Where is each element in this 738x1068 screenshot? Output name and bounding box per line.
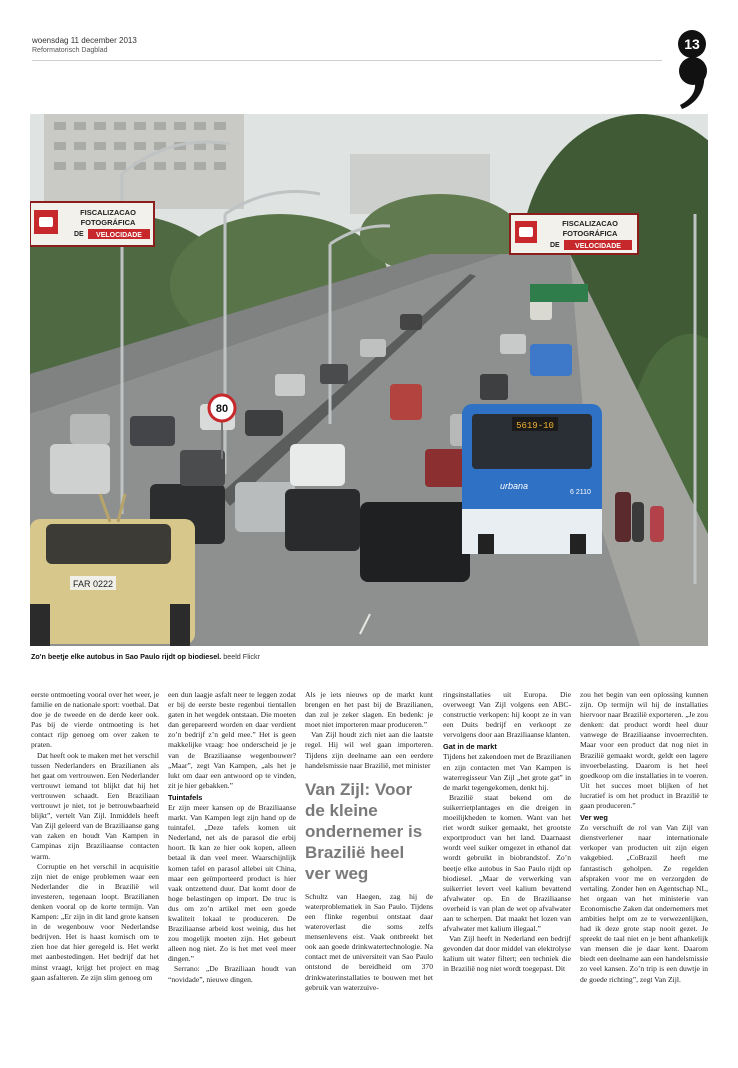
paragraph: eerste ontmoeting vooral over het weer, je familie en de nationale sport: voetbal. Dat doe je de tweede en de derde keer ook. Pas bij de vierde ontmoeting is het contact rijp genoeg om over zaken te praten. [31,690,159,750]
paragraph: Van Zijl heeft in Nederland een bedrijf gevonden dat door middel van elektrolyse kalium uit water filtert; een techniek die in Brazilië nog niet wordt toegepast. Dit [443,934,571,974]
subheading: Tuintafels [168,792,203,802]
speed-camera-sign-right [510,214,638,254]
paragraph: Schultz van Haegen, zag hij de waterproblematiek in Sao Paulo. Tijdens een flinke regenbui ontstaat daar wateroverlast die soms zelfs mensenlevens eist. Vaak ontbreekt het ook aan goede drinkwatertechnologie. Na contact met de universiteit van Sao Paulo ontstond de bereidheid om 370 drinkwaterinstallaties te bouwen met het gebruik van waterzuive- [305,891,433,992]
article-column-1 [31,690,159,983]
article-column-4 [443,690,571,975]
subheading: Gat in de markt [443,742,497,752]
paragraph: Corruptie en het verschil in acquisitie zijn niet de enige problemen waar een Nederlander die in Brazilië wil investeren, tegenaan loopt. Brazilianen denken vooral op de korte termijn. Van Kampen: „Er zijn in dit land grote kansen in de wegenbouw voor Nederlandse bedrijven. Het is haast komisch om te zien hoe dat hier geregeld is. Het werkt met aanbestedingen. Het bedrijf dat het minst vraagt, krijgt het project en mag gaan asfalteren. Ze zijn slim genoeg om [31,861,159,982]
caption-text: Zo'n beetje elke autobus in Sao Paulo rijdt op biodiesel. [31,652,222,661]
article-column-3 [305,690,433,993]
paragraph: een dun laagje asfalt neer te leggen zodat er bij de eerste beste regenbui tientallen gaten in het wegdek ontstaan. Die moeten dan gerepareerd worden en daar verdient zo’n bedrijf z’n geld mee.” Het is geen makkelijke vraag: hoe onderscheid je je van de Braziliaanse wegenbouwer? „Maar”, zegt Van Kampen, „als het je lukt om daar een antwoord op te vinden, zit je hier gebakken.” [168,690,296,790]
photo-caption [31,652,691,661]
article-column-5 [580,690,708,985]
traffic-photo [30,114,708,646]
paragraph: Tijdens het zakendoen met de Brazilianen en zijn contacten met Van Kampen is waterregisseur Van Zijl „het grote gat” in de markt tegengekomen, denkt hij. [443,752,571,792]
paragraph: Dat heeft ook te maken met het verschil tussen Nederlanders en Brazilianen als het gaat om vertrouwen. Een Nederlander vertrouwt iemand tot blijkt dat hij het vertrouwen schaadt. Een Braziliaan vertrouwt je niet, tot je betrouwbaarheid blijkt”, vertelt Van Zijl. Inmiddels heeft Van Zijl geleerd van de Braziliaanse gang van zaken en houdt Van Kampen in Campinas zijn Braziliaanse contacten warm. [31,750,159,861]
speed-limit-value: 80 [215,403,229,415]
paragraph: ringsinstallaties uit Europa. Die overweegt Van Zijl volgens een ABC-constructie verkopen: hij koopt ze in van een Duits bedrijf en verkoopt ze vervolgens door aan Braziliaanse klanten. [443,690,571,740]
sign-right-line3: DE [550,242,560,249]
newspaper-name: Reformatorisch Dagblad [32,47,108,54]
paragraph: Als je iets nieuws op de markt kunt brengen en het past bij de Brazilianen, dan zul je zeker slagen. En bedenk: je moet niet importeren maar produceren.” [305,690,433,730]
sign-right-line4: VELOCIDADE [575,243,621,250]
paragraph: Brazilië staat bekend om de suikerrietplantages en die dreigen in moeilijkheden te komen. Want van het riet wordt suiker gemaakt, het grootste exportproduct van het land. Daarnaast wordt veel suiker omgezet in ethanol dat wordt gebruikt in biobrandstof. Zo’n beetje elke autobus in Sao Paulo rijdt op biodiesel. „Maar de verwerking van suikerriet levert veel kalium bevattend afvalwater op. En de Braziliaanse overheid is van plan de wet op afvalwater aan te scherpen. Dat maakt het lozen van afvalwater met kalium illegaal.” [443,792,571,934]
subheading: Ver weg [580,813,608,823]
bus-route-display: 5619-10 [516,421,554,431]
sign-right-line1: FISCALIZACAO [562,219,618,228]
issue-date: woensdag 11 december 2013 [32,36,137,45]
sign-left-line3: DE [74,231,84,238]
header-divider [32,60,662,61]
comma-logo-icon [676,56,710,110]
photo-credit: beeld Flickr [223,652,260,661]
paragraph: Zo verschuift de rol van Van Zijl van dienstverlener naar internationale verkoper van producten uit zijn eigen vakgebied. „CoBrazil heeft me fantastisch geholpen. Ze regelden afspraken voor me en verzorgden de vertaling. Zonder hen en Agentschap NL, het orgaan van het ministerie van Economische Zaken dat ondernemers met ambities helpt om ze te verwezenlijken, had ik deze grote stap nooit gezet. Je spreekt de taal niet en je bent afhankelijk van mensen die je daar kent. Daarom biedt een deelname aan een handelsmissie zo veel kansen. Zo’n trip is een duwtje in de goede richting”, zegt Van Zijl. [580,823,708,984]
photo-illustration [30,114,708,646]
paragraph: Van Zijl houdt zich niet aan die laatste regel. Hij wil wel gaan importeren. Tijdens zijn deelname aan een eerdere handelsmissie naar Brazilië, met minister [305,730,433,770]
speed-camera-sign-left [30,202,154,246]
paragraph: zou het begin van een oplossing kunnen zijn. Op termijn wil hij de installaties hiervoor naar Brazilië exporteren. „Je zou denken: dat product wordt heel duur vanwege de Braziliaanse invoerrechten. Maar voor een product dat nog niet in Brazilië gemaakt wordt, geldt een lagere invoerbelasting. Daarom is het heel goedkoop om die installaties in te voeren. Uit het succes moet blijken of het lucratief is om het product in Brazilië te gaan produceren.” [580,690,708,811]
page-header [32,36,672,55]
direction-sign [530,284,588,302]
bus-number: 6 2110 [570,489,591,496]
page-number: 13 [678,30,706,58]
blue-bus [462,404,602,554]
paragraph: Er zijn meer kansen op de Braziliaanse markt. Van Kampen legt zijn hand op de tuintafel. „Deze tafels komen uit Nederland, net als de parasol die erbij hoort. Ik kan ze hier ook kopen, alleen betaal ik dan veel meer. Waarschijnlijk komen tafel en parasol allebei uit China, maar een geïmporteerd product is hier vaak ontzettend duur. Dat komt door de hoge belastingen op import. De truc is dus om zo’n artikel met een goede kwaliteit lokaal te produceren. De Braziliaanse arbeid kost weinig, dus het zou mogelijk moeten zijn. Het gebeurt alleen nog niet. Zo is het met veel meer dingen.” [168,802,296,964]
sign-left-line4: VELOCIDADE [96,232,142,239]
sign-right-line2: FOTOGRÁFICA [562,229,618,238]
bus-brand: urbana [500,481,529,491]
paragraph: Serrano: „De Braziliaan houdt van “novidade”, nieuwe dingen. [168,964,296,984]
license-plate: FAR 0222 [72,579,114,589]
sign-left-line1: FISCALIZACAO [80,208,136,217]
article-column-2 [168,690,296,985]
sign-left-line2: FOTOGRÁFICA [80,218,136,227]
pull-quote: Van Zijl: Voor de kleine ondernemer is Brazilië heel ver weg [305,779,423,883]
